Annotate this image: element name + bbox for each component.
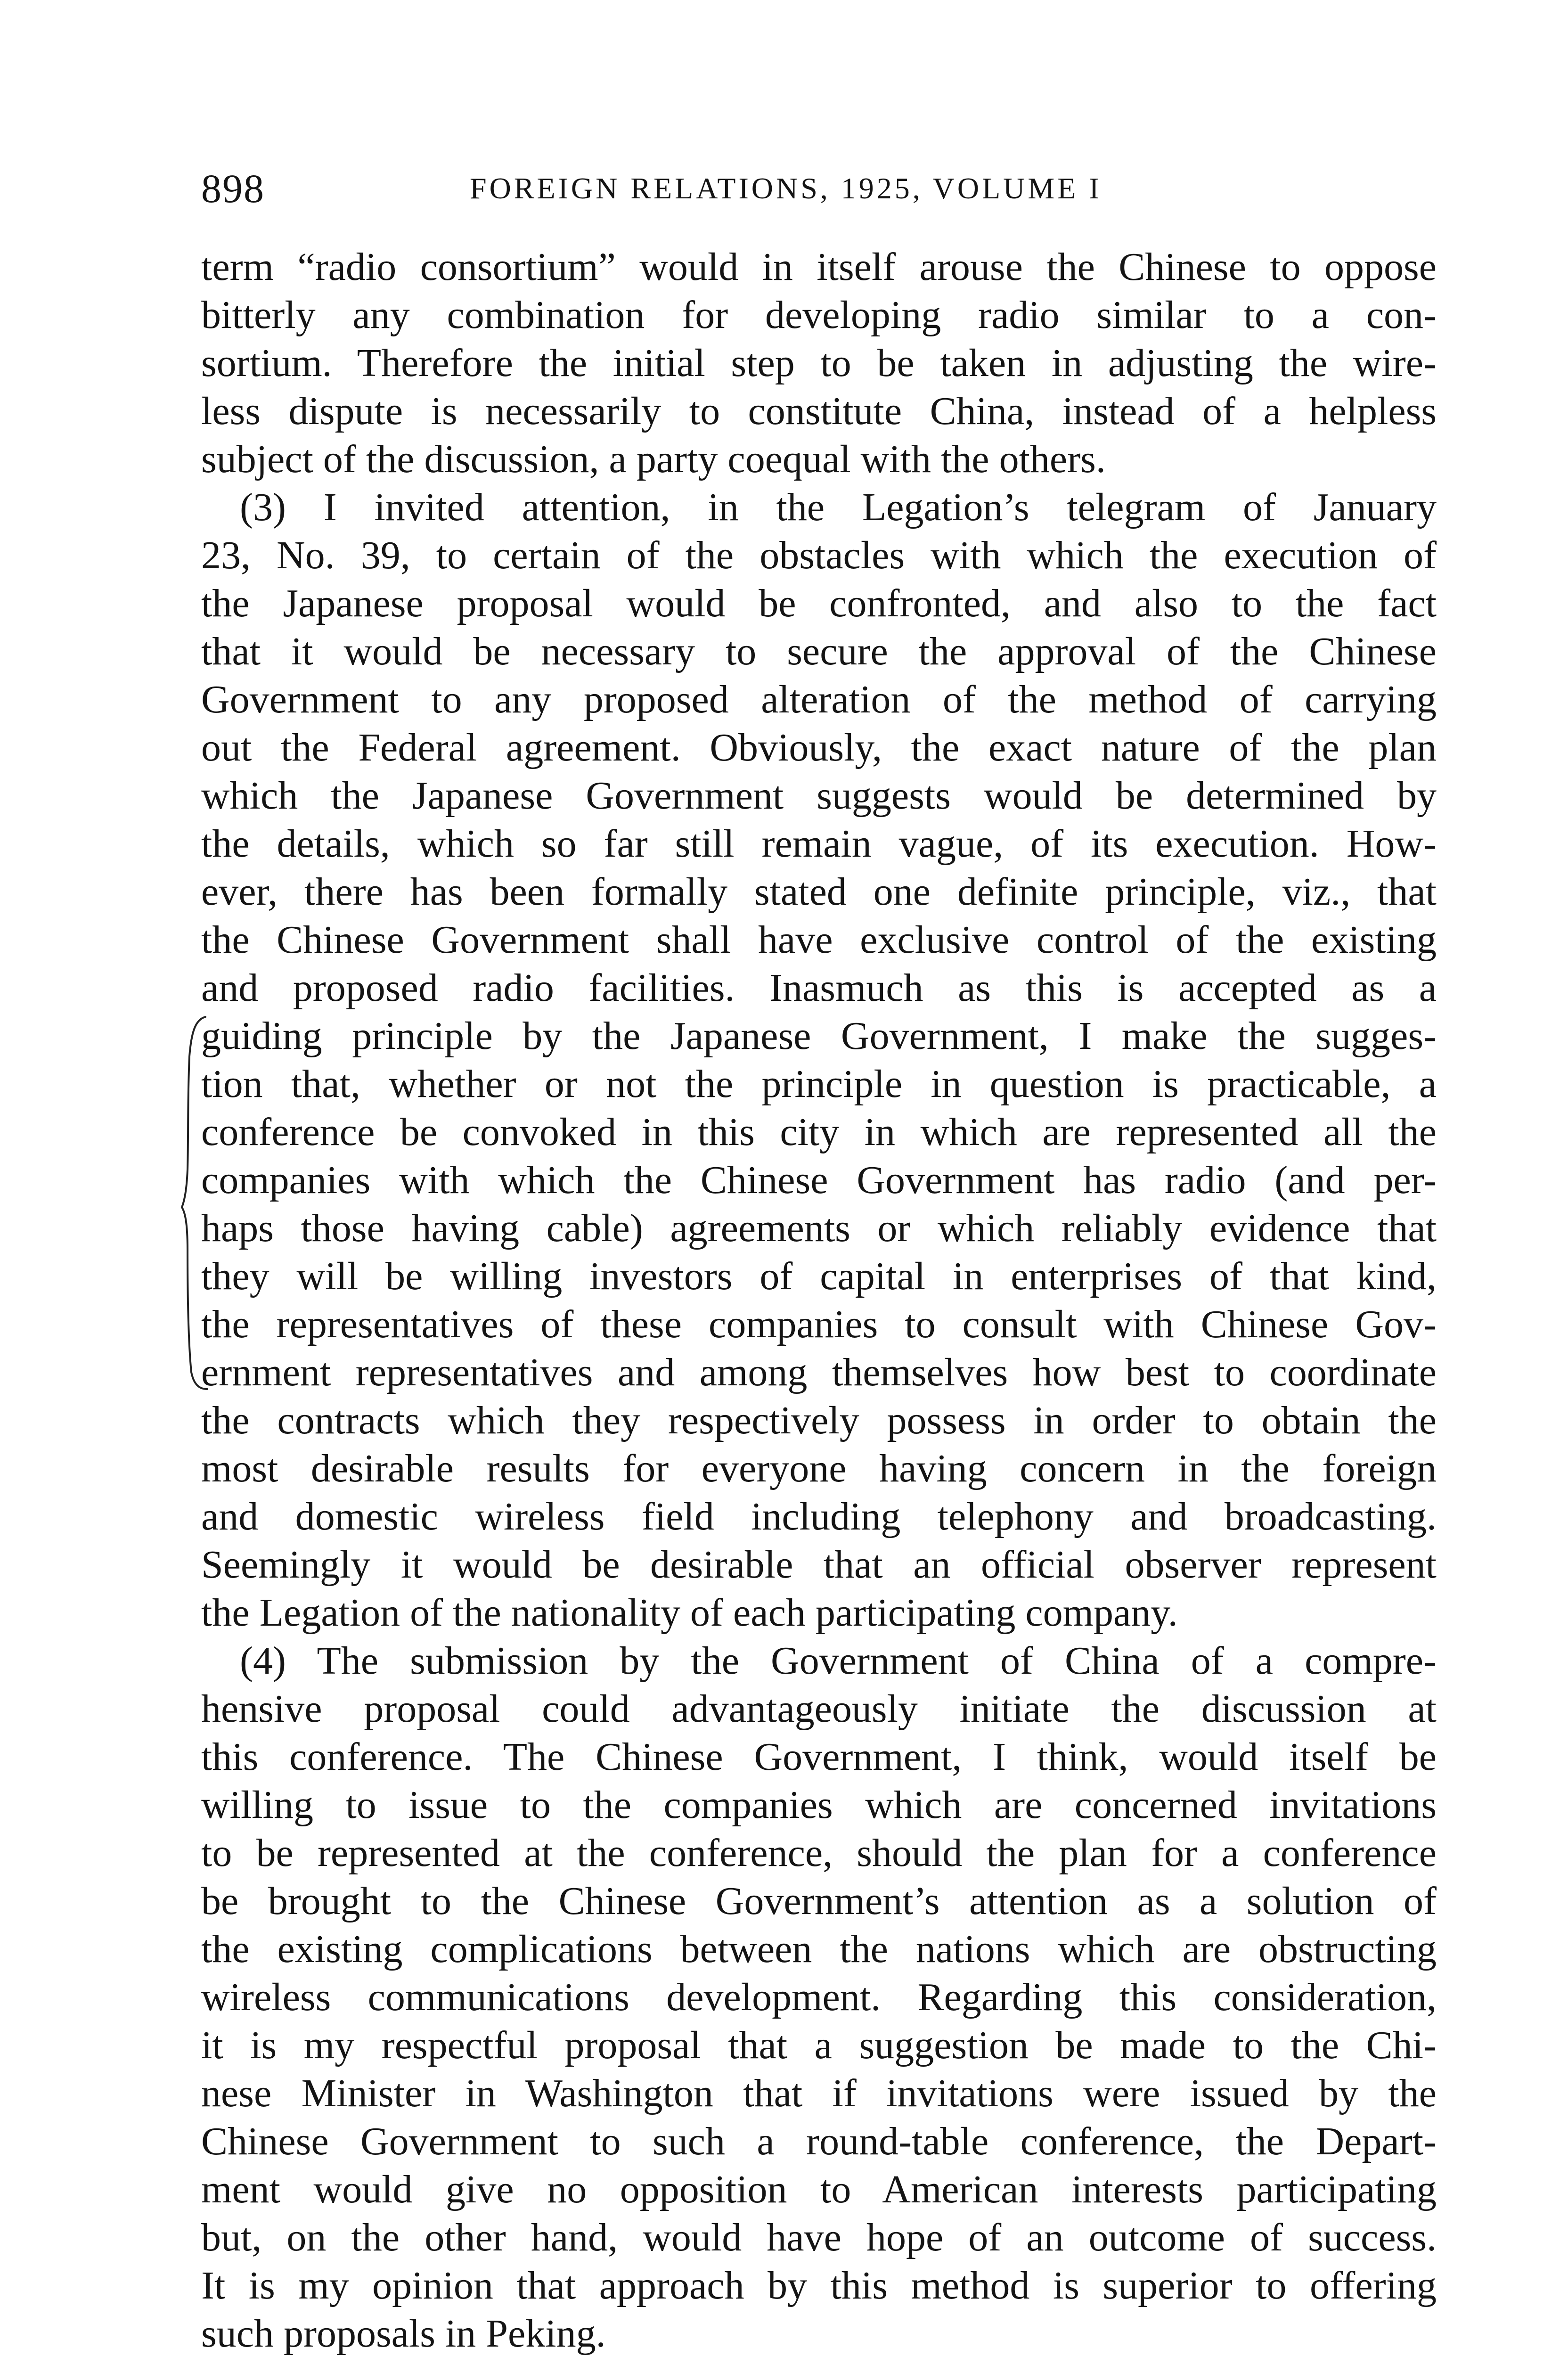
- text-line: ever, there has been formally stated one definite principle, viz., that: [201, 870, 1437, 914]
- text-line: haps those having cable) agreements or which reliably evidence that: [201, 1206, 1437, 1250]
- text-line: term “radio consortium” would in itself arouse the Chinese to oppose: [201, 245, 1437, 289]
- text-line: ment would give no opposition to American interests participating: [201, 2168, 1437, 2211]
- text-line: most desirable results for everyone having concern in the foreign: [201, 1447, 1437, 1490]
- text-line: guiding principle by the Japanese Government, I make the sugges-: [201, 1014, 1437, 1058]
- text-line: and domestic wireless field including telephony and broadcasting.: [201, 1495, 1437, 1538]
- text-line: willing to issue to the companies which are concerned invitations: [201, 1783, 1437, 1827]
- running-title: FOREIGN RELATIONS, 1925, VOLUME I: [470, 172, 1102, 205]
- body-text: [201, 243, 1437, 2356]
- text-line: the representatives of these companies to consult with Chinese Gov-: [201, 1302, 1437, 1346]
- text-line: the contracts which they respectively possess in order to obtain the: [201, 1399, 1437, 1442]
- text-line: such proposals in Peking.: [201, 2312, 606, 2356]
- text-line: 23, No. 39, to certain of the obstacles with which the execution of: [201, 533, 1437, 577]
- text-line: and proposed radio facilities. Inasmuch as this is accepted as a: [201, 966, 1437, 1010]
- text-line: this conference. The Chinese Government, I think, would itself be: [201, 1735, 1437, 1779]
- text-line: subject of the discussion, a party coequal with the others.: [201, 437, 1106, 481]
- text-line: it is my respectful proposal that a suggestion be made to the Chi-: [201, 2023, 1437, 2067]
- text-line: the Japanese proposal would be confronted, and also to the fact: [201, 581, 1437, 625]
- text-line: companies with which the Chinese Government has radio (and per-: [201, 1158, 1437, 1202]
- text-line: Seemingly it would be desirable that an official observer represent: [201, 1543, 1437, 1587]
- text-line: out the Federal agreement. Obviously, the exact nature of the plan: [201, 726, 1437, 769]
- text-line: It is my opinion that approach by this method is superior to offering: [201, 2264, 1437, 2307]
- text-line: ernment representatives and among themselves how best to coordinate: [201, 1350, 1437, 1394]
- text-line: bitterly any combination for developing radio similar to a con-: [201, 293, 1437, 337]
- text-line: hensive proposal could advantageously initiate the discussion at: [201, 1687, 1437, 1731]
- text-line: conference be convoked in this city in which are represented all the: [201, 1110, 1437, 1154]
- text-line: that it would be necessary to secure the approval of the Chinese: [201, 630, 1437, 673]
- text-line: but, on the other hand, would have hope of an outcome of success.: [201, 2216, 1437, 2259]
- text-line: sortium. Therefore the initial step to be taken in adjusting the wire-: [201, 341, 1437, 385]
- text-line: tion that, whether or not the principle in question is practicable, a: [201, 1062, 1437, 1106]
- text-line: the details, which so far still remain vague, of its execution. How-: [201, 822, 1437, 866]
- text-line: Government to any proposed alteration of the method of carrying: [201, 678, 1437, 721]
- text-line: Chinese Government to such a round-table conference, the Depart-: [201, 2119, 1437, 2163]
- text-line: nese Minister in Washington that if invitations were issued by the: [201, 2071, 1437, 2115]
- page-number: 898: [201, 166, 265, 211]
- text-line: they will be willing investors of capital in enterprises of that kind,: [201, 1254, 1437, 1298]
- text-line: the Legation of the nationality of each participating company.: [201, 1591, 1178, 1635]
- page-header: [201, 163, 1426, 214]
- text-line: the existing complications between the nations which are obstructing: [201, 1927, 1437, 1971]
- text-line: wireless communications development. Regarding this consideration,: [201, 1975, 1437, 2019]
- text-line: (3) I invited attention, in the Legation’s telegram of January: [240, 485, 1437, 529]
- text-line: the Chinese Government shall have exclusive control of the existing: [201, 918, 1437, 962]
- text-line: which the Japanese Government suggests would be determined by: [201, 774, 1437, 818]
- text-line: less dispute is necessarily to constitute China, instead of a helpless: [201, 389, 1437, 433]
- text-line: (4) The submission by the Government of China of a compre-: [240, 1639, 1437, 1683]
- text-line: to be represented at the conference, should the plan for a conference: [201, 1831, 1437, 1875]
- text-line: be brought to the Chinese Government’s attention as a solution of: [201, 1879, 1437, 1923]
